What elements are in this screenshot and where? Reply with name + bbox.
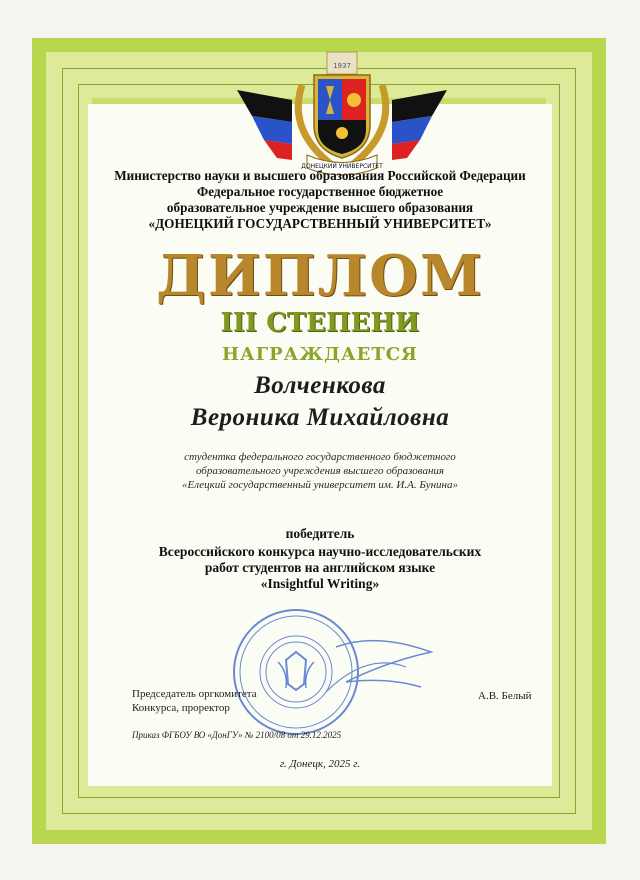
ministry-line-2: Федеральное государственное бюджетное	[196, 184, 444, 199]
recipient-surname: Волченкова	[254, 372, 386, 399]
signature-role-line-1: Председатель оргкомитета	[132, 688, 257, 700]
diploma-awarded: НАГРАЖДАЕТСЯ	[222, 344, 418, 365]
ministry-line-3: образовательное учреждение высшего образования	[166, 200, 474, 215]
diploma-title: ДИПЛОМ	[156, 243, 484, 309]
award-contest-line-1: Всероссийского конкурса научно-исследовательских	[158, 544, 482, 559]
place-date: г. Донецк, 2025 г.	[279, 758, 361, 770]
student-info-line-1: студентка федерального государственного бюджетного	[184, 451, 456, 463]
emblem-ribbon-text: ДОНЕЦКИЙ УНИВЕРСИТЕТ	[301, 163, 383, 170]
signature-role-line-2: Конкурса, проректор	[132, 702, 230, 714]
ministry-line-4: «ДОНЕЦКИЙ ГОСУДАРСТВЕННЫЙ УНИВЕРСИТЕТ»	[148, 216, 492, 231]
signature-name: А.В. Белый	[478, 690, 532, 702]
award-contest-line-3: «Insightful Writing»	[260, 576, 380, 591]
recipient-given-names: Вероника Михайловна	[190, 404, 450, 431]
emblem-year-text: 1937	[333, 62, 351, 70]
award-winner: победитель	[285, 526, 355, 541]
official-seal	[226, 592, 436, 742]
order-reference: Приказ ФГБОУ ВО «ДонГУ» № 2100/08 от 29.12.2025	[132, 730, 342, 740]
award-contest-line-2: работ студентов на английском языке	[204, 560, 436, 575]
student-info-line-2: образовательного учреждения высшего образования	[195, 465, 445, 477]
diploma-degree: III СТЕПЕНИ	[220, 308, 420, 338]
ministry-line-1: Министерство науки и высшего образования Российской Федерации	[114, 168, 526, 183]
university-emblem	[232, 50, 452, 180]
student-info-line-3: «Елецкий государственный университет им. И.А. Бунина»	[181, 479, 458, 491]
